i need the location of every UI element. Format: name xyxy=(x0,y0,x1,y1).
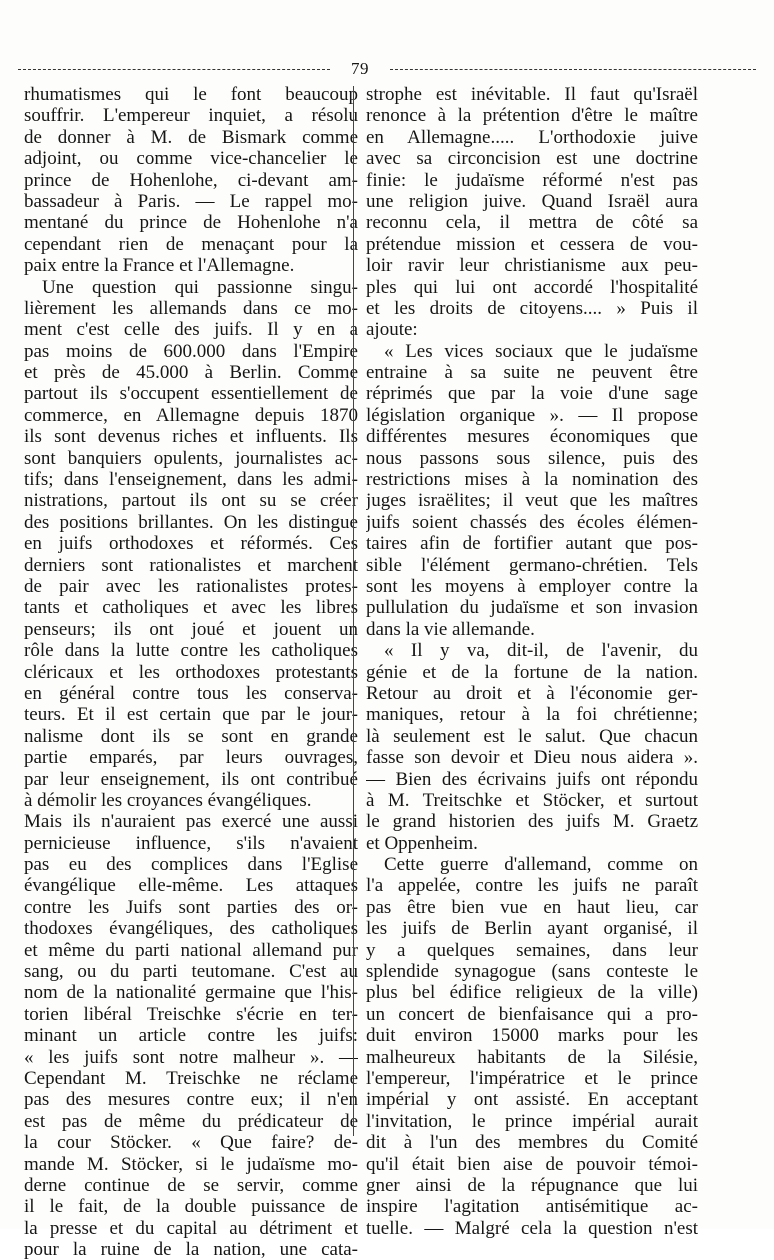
text-line: et même du parti national allemand pur xyxy=(24,939,358,961)
text-line: Cette guerre d'allemand, comme on xyxy=(384,854,698,876)
text-line: ples qui lui ont accordé l'hospitalité xyxy=(366,276,698,298)
text-line: tifs; dans l'enseignement, dans les admi- xyxy=(24,469,358,491)
text-line: cependant rien de menaçant pour la xyxy=(24,233,358,255)
text-line: en Allemagne..... L'orthodoxie juive xyxy=(366,126,698,148)
text-line: un concert de bienfaisance qui a pro- xyxy=(366,1003,698,1025)
text-line: et Oppenheim. xyxy=(366,832,478,854)
text-line: torien libéral Treischke s'écrie en ter- xyxy=(24,1003,358,1025)
text-line: en général contre tous les conserva- xyxy=(24,682,358,704)
text-line: bassadeur à Paris. — Le rappel mo- xyxy=(24,190,358,212)
text-line: pas moins de 600.000 dans l'Empire xyxy=(24,340,358,362)
text-line: cléricaux et les orthodoxes protestants xyxy=(24,661,358,683)
text-line: thodoxes évangéliques, des catholiques xyxy=(24,918,358,940)
text-line: — Bien des écrivains juifs ont répondu xyxy=(366,768,698,790)
text-line: « Il y va, dit-il, de l'avenir, du xyxy=(384,640,698,662)
text-line: la presse et du capital au détriment et xyxy=(24,1217,358,1239)
text-line: dit à l'un des membres du Comité xyxy=(366,1132,698,1154)
text-line: l'empereur, l'impératrice et le prince xyxy=(366,1067,698,1089)
text-line: l'invitation, le prince impérial aurait xyxy=(366,1110,698,1132)
text-line: tuelle. — Malgré cela la question n'est xyxy=(366,1217,698,1239)
text-line: législation organique ». — Il propose xyxy=(366,404,698,426)
text-line: derne continue de se servir, comme xyxy=(24,1174,358,1196)
text-line: renonce à la prétention d'être le maître xyxy=(366,105,698,127)
text-line: et près de 45.000 à Berlin. Comme xyxy=(24,362,358,384)
text-line: lièrement les allemands dans ce mo- xyxy=(24,297,358,319)
text-line: une religion juive. Quand Israël aura xyxy=(366,190,698,212)
text-line: de pair avec les rationalistes protes- xyxy=(24,575,358,597)
text-line: sont les moyens à employer contre la xyxy=(366,575,698,597)
text-line: fasse son devoir et Dieu nous aidera ». xyxy=(366,747,698,769)
text-line: finie: le judaïsme réformé n'est pas xyxy=(366,169,698,191)
text-line: mande M. Stöcker, si le judaïsme mo- xyxy=(24,1153,358,1175)
text-line: derniers sont rationalistes et marchent xyxy=(24,554,358,576)
text-line: « les juifs sont notre malheur ». — xyxy=(24,1046,358,1068)
text-line: gner ainsi de la répugnance que lui xyxy=(366,1174,698,1196)
text-line: nous passons sous silence, puis des xyxy=(366,447,698,469)
text-line: le grand historien des juifs M. Graetz xyxy=(366,811,698,833)
text-line: là seulement est le salut. Que chacun xyxy=(366,725,698,747)
text-line: plus bel édifice religieux de la ville) xyxy=(366,982,698,1004)
text-line: pas des mesures contre eux; il n'en xyxy=(24,1089,358,1111)
text-line: reconnu cela, il mettra de côté sa xyxy=(366,212,698,234)
text-line: tants et catholiques et avec les libres xyxy=(24,597,358,619)
text-line: pas eu des complices dans l'Eglise xyxy=(24,854,358,876)
text-line: ment c'est celle des juifs. Il y en a xyxy=(24,319,358,341)
text-line: partout ils s'occupent essentiellement de xyxy=(24,383,358,405)
text-line: prétendue mission et cessera de vou- xyxy=(366,233,698,255)
text-line: juges israëlites; il veut que les maîtres xyxy=(366,490,698,512)
text-line: évangélique elle-même. Les attaques xyxy=(24,875,358,897)
text-line: l'a appelée, contre les juifs ne paraît xyxy=(366,875,698,897)
text-line: sont banquiers opulents, journalistes ac- xyxy=(24,447,358,469)
text-line: impérial y ont assisté. En acceptant xyxy=(366,1089,698,1111)
text-line: en juifs orthodoxes et réformés. Ces xyxy=(24,533,358,555)
text-line: est pas de même du prédicateur de xyxy=(24,1110,358,1132)
text-line: pour la ruine de la nation, une cata- xyxy=(24,1239,358,1260)
left-column xyxy=(24,84,358,1260)
text-line: malheureux habitants de la Silésie, xyxy=(366,1046,698,1068)
text-line: Une question qui passionne singu- xyxy=(42,276,358,298)
text-line: loir ravir leur christianisme aux peu- xyxy=(366,255,698,277)
text-line: ils sont devenus riches et influents. Ils xyxy=(24,426,358,448)
text-line: « Les vices sociaux que le judaïsme xyxy=(384,340,698,362)
text-line: Retour au droit et à l'économie ger- xyxy=(366,682,698,704)
text-line: y a quelques semaines, dans leur xyxy=(366,939,698,961)
text-line: maniques, retour à la foi chrétienne; xyxy=(366,704,698,726)
text-line: par leur enseignement, ils ont contribué xyxy=(24,768,358,790)
header-rule-right xyxy=(390,69,756,70)
text-line: il le fait, de la double puissance de xyxy=(24,1196,358,1218)
text-line: sang, ou du parti teutomane. C'est au xyxy=(24,961,358,983)
text-line: rôle dans la lutte contre les catholiques xyxy=(24,640,358,662)
text-line: penseurs; ils ont joué et jouent un xyxy=(24,618,358,640)
text-line: pas être bien vue en haut lieu, car xyxy=(366,896,698,918)
text-line: restrictions mises à la nomination des xyxy=(366,469,698,491)
text-line: entraine à sa suite ne peuvent être xyxy=(366,362,698,384)
text-line: à démolir les croyances évangéliques. xyxy=(24,789,312,811)
text-line: différentes mesures économiques que xyxy=(366,426,698,448)
text-line: contre les Juifs sont parties des or- xyxy=(24,896,358,918)
text-line: avec sa circoncision est une doctrine xyxy=(366,148,698,170)
text-line: nistrations, partout ils ont su se créer xyxy=(24,490,358,512)
text-line: dans la vie allemande. xyxy=(366,618,535,640)
text-line: qu'il était bien aise de pouvoir témoi- xyxy=(366,1153,698,1175)
right-column xyxy=(366,84,698,1239)
header-rule-left xyxy=(18,69,330,70)
text-line: commerce, en Allemagne depuis 1870 xyxy=(24,404,358,426)
column-divider xyxy=(353,86,354,1136)
text-line: les juifs de Berlin ayant organisé, il xyxy=(366,918,698,940)
text-line: paix entre la France et l'Allemagne. xyxy=(24,255,295,277)
text-line: de donner à M. de Bismark comme xyxy=(24,126,358,148)
text-line: des positions brillantes. On les distingue xyxy=(24,511,358,533)
text-line: taires afin de fortifier autant que pos- xyxy=(366,533,698,555)
text-line: rhumatismes qui le font beaucoup xyxy=(24,84,358,105)
text-line: minant un article contre les juifs: xyxy=(24,1025,358,1047)
text-line: pullulation du judaïsme et son invasion xyxy=(366,597,698,619)
text-line: mentané du prince de Hohenlohe n'a xyxy=(24,212,358,234)
text-line: réprimés que par la voie d'une sage xyxy=(366,383,698,405)
text-line: la cour Stöcker. « Que faire? de- xyxy=(24,1132,358,1154)
text-line: Mais ils n'auraient pas exercé une aussi xyxy=(24,811,358,833)
text-line: pernicieuse influence, s'ils n'avaient xyxy=(24,832,358,854)
text-line: splendide synagogue (sans conteste le xyxy=(366,961,698,983)
text-line: inspire l'agitation antisémitique ac- xyxy=(366,1196,698,1218)
text-line: sible l'élément germano-chrétien. Tels xyxy=(366,554,698,576)
text-line: à M. Treitschke et Stöcker, et surtout xyxy=(366,789,698,811)
text-line: prince de Hohenlohe, ci-devant am- xyxy=(24,169,358,191)
text-line: duit environ 15000 marks pour les xyxy=(366,1025,698,1047)
page-header xyxy=(18,58,756,80)
text-line: nom de la nationalité germaine que l'his- xyxy=(24,982,358,1004)
text-line: génie et de la fortune de la nation. xyxy=(366,661,698,683)
text-line: partie emparés, par leurs ouvrages, xyxy=(24,747,358,769)
text-line: Cependant M. Treischke ne réclame xyxy=(24,1067,358,1089)
text-line: strophe est inévitable. Il faut qu'Israël xyxy=(366,84,698,105)
text-line: souffrir. L'empereur inquiet, a résolu xyxy=(24,105,358,127)
text-line: adjoint, ou comme vice-chancelier le xyxy=(24,148,358,170)
page-number: 79 xyxy=(351,59,369,78)
text-line: teurs. Et il est certain que par le jour- xyxy=(24,704,358,726)
text-line: juifs soient chassés des écoles élémen- xyxy=(366,511,698,533)
text-line: nalisme dont ils se sont en grande xyxy=(24,725,358,747)
text-line: et les droits de citoyens.... » Puis il xyxy=(366,297,698,319)
text-line: ajoute: xyxy=(366,319,418,341)
